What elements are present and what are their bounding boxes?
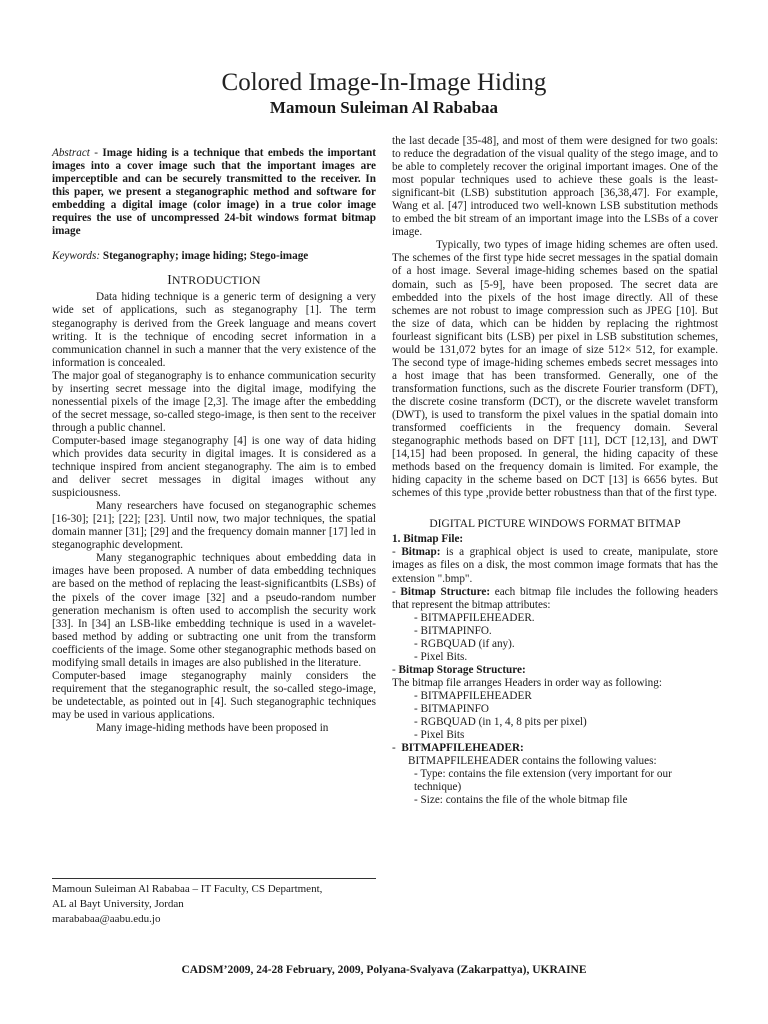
intro-paragraph-2: The major goal of steganography is to enhance communication security by inserting secret message into the digital image, modifying the nonessential pixels of the image [2,3]. The image after the embedding of the secret message, so-called stego-image, is then sent to the receiver through a public channel. [52, 369, 376, 434]
list-item: - RGBQUAD (in 1, 4, 8 pits per pixel) [414, 716, 587, 729]
structure-list [392, 612, 718, 664]
paper-title: Colored Image-In-Image Hiding [221, 69, 547, 96]
list-item: - BITMAPFILEHEADER. [414, 611, 535, 624]
bfh-heading: - BITMAPFILEHEADER: [392, 742, 524, 755]
keywords-label: Keywords: [52, 250, 101, 263]
intro-paragraph-1: Data hiding technique is a generic term of designing a very wide set of applications, such as steganography [1]. The term steganography is derived from the Greek language and means covert writing. It is the technique of encoding secret information in a communication channel in such a manner that the very existence of the information is concealed. [52, 291, 376, 369]
footnote-line-1: Mamoun Suleiman Al Rababaa – IT Faculty, CS Department, [52, 883, 323, 895]
author-footnote [52, 878, 376, 927]
intro-paragraph-7: Many image-hiding methods have been proposed in [96, 721, 329, 734]
abstract [52, 147, 376, 238]
bitmap-definition-label: Bitmap: [401, 546, 441, 559]
storage-structure-text: The bitmap file arranges Headers in order way as following: [392, 676, 662, 689]
keywords [52, 250, 376, 263]
introduction-heading [52, 273, 376, 287]
list-item: - Type: contains the file extension (very important for our technique) [414, 768, 672, 794]
list-item: - Size: contains the file of the whole bitmap file [414, 794, 628, 807]
footnote-line-2: AL al Bayt University, Jordan [52, 898, 184, 910]
left-column [52, 135, 376, 735]
intro-paragraph-6: Computer-based image steganography mainly considers the requirement that the steganographic result, the so-called stego-image, be undetectable, as pointed out in [4]. Such steganographic techniques may be used in various applications. [52, 669, 376, 721]
right-column [392, 135, 718, 807]
bitmap-structure-text: each bitmap file includes the following headers that represent the bitmap attributes: [392, 585, 718, 611]
bitmap-definition-text: is a graphical object is used to create, manipulate, store images as files on a disk, the most common image formats that has the extension ".bmp". [392, 546, 719, 585]
right-paragraph-1: the last decade [35-48], and most of them were designed for two goals: to reduce the degradation of the visual quality of the stego image, and to be able to completely recover the original important images. One of the most popular techniques used to achieve these goals is the least-significant-bit (LSB) substitution approach [36,38,47]. For example, Wang et al. [47] introduced two well-known LSB substitution methods to embed the bit stream of an important image into the LSBs of a cover image. [392, 135, 718, 239]
list-item: - BITMAPINFO [414, 702, 489, 715]
list-item: - Pixel Bits. [414, 650, 468, 663]
heading-initial: I [167, 272, 172, 288]
heading-rest: NTRODUCTION [171, 273, 261, 288]
bitmap-definition: - Bitmap: is a graphical object is used to create, manipulate, store images as files on a disk, the most common image formats that has the extension ".bmp". [392, 546, 719, 585]
storage-list [392, 690, 718, 742]
right-paragraph-2: Typically, two types of image hiding schemes are often used. The schemes of the first type hide secret messages in the spatial domain of a host image. Several image-hiding schemes based on the spatial domain, such as [5-9], have been proposed. The secret data are embedded into the pixels of the host image directly. All of these schemes are not robust to image compression such as JPEG [10]. But the size of data, which can be hidden by replacing the rightmost fourleast significant bits (LSB) per pixel in LSB substitution schemes, would be 131,072 bytes for an image of size 512× 512, for example. The second type of image-hiding schemes embeds secret messages into a host image that has been transformed. Generally, one of the transformation functions, such as the discrete Fourier transform (DFT), the discrete cosine transform (DCT), or the discrete wavelet transform (DWT), is used to transform the pixel values in the spatial domain into transformed coefficients in the frequency domain. Several steganographic methods based on DFT [11], DCT [12,13], and DWT [14,15] had been proposed. In general, the hiding capacity of these methods based on the frequency domain is limited. For example, the hiding capacity in the scheme based on DCT [13] is 6656 bytes. But schemes of this type ,provide better robustness than that of the first type. [392, 239, 718, 500]
abstract-label: Abstract - [52, 147, 99, 159]
list-item: - BITMAPFILEHEADER [414, 689, 532, 702]
intro-paragraph-5: Many steganographic techniques about embedding data in images have been proposed. A number of data embedding techniques are based on the method of replacing the least-significantbits (LSBs) of the pixels of the cover image [32] and a pseudo-random number generation mechanism is often used to accomplish the security work [33]. In [34] an LSB-like embedding technique is used in a wavelet-based method by adding or subtracting one unit from the transform coefficients of the image. Some other steganographic methods based on modifying small details in images are also published in the literature. [52, 552, 376, 669]
list-item: - BITMAPINFO. [414, 624, 492, 637]
keywords-text: Steganography; image hiding; Stego-image [102, 250, 309, 263]
footnote-email: marababaa@aabu.edu.jo [52, 913, 161, 925]
bitmap-structure: - Bitmap Structure: each bitmap file includes the following headers that represent the bitmap attributes: [392, 585, 718, 611]
intro-paragraph-3: Computer-based image steganography [4] is one way of data hiding which provides data security in digital images. It is considered as a technique inspired from ancient steganography. The aim is to embed and deliver secret messages in digital images without any suspiciousness. [52, 434, 376, 500]
bfh-list [392, 768, 718, 807]
bitmap-structure-label: Bitmap Structure: [400, 585, 491, 598]
abstract-text: Image hiding is a technique that embeds the important images into a cover image such that the important images are imperceptible and can be securely transmitted to the receiver. In this paper, we present a steganographic method and software for embedding a digital image (color image) in a true color image requires the use of uncompressed 24-bit windows format bitmap image [52, 147, 377, 238]
bfh-text: BITMAPFILEHEADER contains the following values: [408, 755, 657, 768]
list-item: - Pixel Bits [414, 729, 465, 742]
bitmap-section-heading: DIGITAL PICTURE WINDOWS FORMAT BITMAP [429, 518, 681, 531]
bitmap-file-heading: 1. Bitmap File: [392, 533, 464, 546]
storage-structure-label: Bitmap Storage Structure: [398, 663, 526, 676]
intro-paragraph-4: Many researchers have focused on steganographic schemes [16-30]; [21]; [22]; [23]. Until now, two major techniques, the spatial domain manner [31]; [29] and the frequency domain manner [17] led in steganographic development. [52, 500, 376, 552]
storage-structure: - Bitmap Storage Structure: [392, 663, 526, 676]
paper-author: Mamoun Suleiman Al Rababaa [269, 98, 499, 117]
bfh-label: BITMAPFILEHEADER: [401, 742, 524, 755]
conference-footer: CADSM’2009, 24-28 February, 2009, Polyana-Svalyava (Zakarpattya), UKRAINE [181, 964, 587, 976]
list-item: - RGBQUAD (if any). [414, 637, 515, 650]
